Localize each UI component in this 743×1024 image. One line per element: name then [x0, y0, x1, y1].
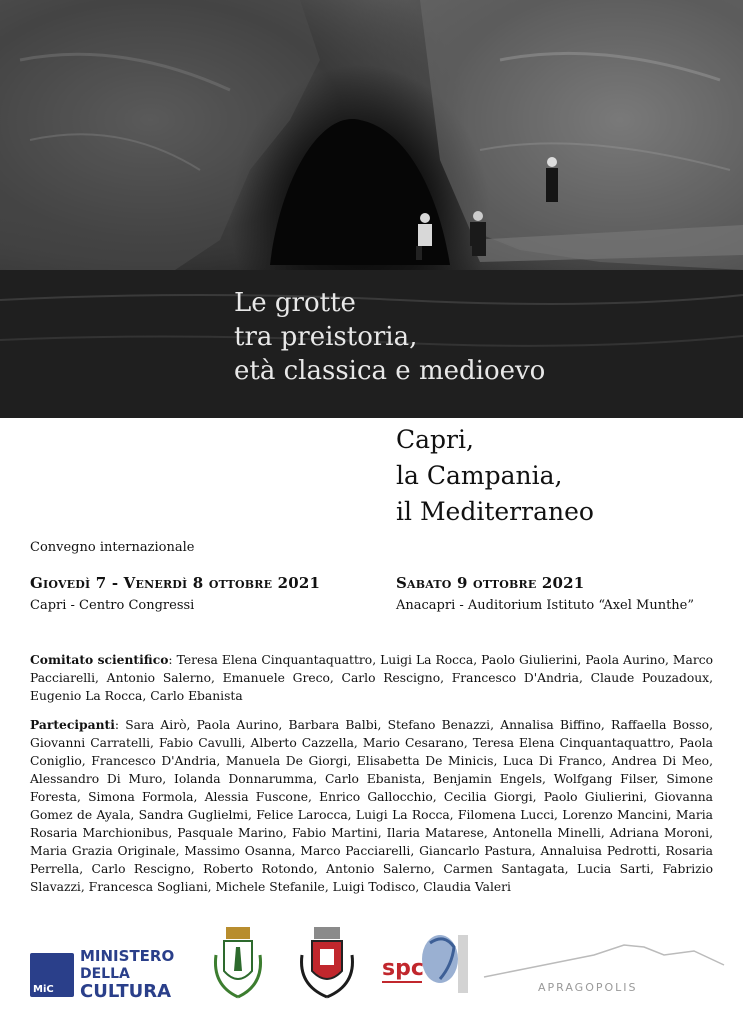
participants-names: : Sara Airò, Paola Aurino, Barbara Balbi, Stefano Benazzi, Annalisa Biffino, Raffaella Bosso, Giovanni Carratelli, Fabio Cavulli, Alberto Cazzella, Mario Cesarano, Teresa Elena Cinquantaquattro, Paola Coniglio, Francesco D'Andria, Manuela De Giorgi, Elisabetta De Minicis, Luca Di Franco, Andrea Di Meo, Alessandro Di Muro, Iolanda Donnarumma, Carlo Ebanista, Benjamin Engels, Wolfgang Filser, Simone Foresta, Simona Formola, Alessia Fuscone, Enrico Gallocchio, Cecilia Giorgi, Paolo Giulierini, Giovanna Gomez de Ayala, Sandra Guglielmi, Felice Larocca, Luigi La Rocca, Filomena Lucci, Lorenzo Mancini, Maria Rosaria Marchionibus, Pasquale Marino, Fabio Martini, Ilaria Matarese, Antonella Minelli, Adriana Moroni, Maria Grazia Originale, Massimo Osanna, Marco Pacciarelli, Giancarlo Pastura, Annaluisa Pedrotti, Rosaria Perrella, Carlo Rescigno, Roberto Rotondo, Antonio Salerno, Carmen Santagata, Lucia Sarti, Fabrizio Slavazzi, Francesca Sogliani, Michele Stefanile, Luigi Todisco, Claudia Valeri: [30, 718, 713, 894]
figure-standing: [546, 157, 558, 202]
logos-bar: [0, 925, 743, 1015]
hero-title-line-1: Le grotte: [234, 288, 356, 318]
place-right: Anacapri - Auditorium Istituto “Axel Munthe”: [396, 598, 695, 613]
participants: [30, 716, 713, 896]
participants-label: Partecipanti: [30, 717, 115, 732]
scientific-committee: [30, 651, 713, 705]
hero-title-line-3: età classica e medioevo: [234, 356, 546, 386]
conference-type: Convegno internazionale: [30, 540, 195, 555]
subtitle-line-1: Capri,: [396, 425, 474, 454]
mic-square-icon: [30, 953, 74, 997]
subtitle-line-3: il Mediterraneo: [396, 497, 594, 526]
hero-title: [234, 286, 545, 388]
mic-text: [80, 947, 174, 1001]
mic-abbr: MiC: [33, 984, 54, 995]
capri-crest-icon: [210, 925, 266, 1005]
hero-photo: [0, 0, 743, 418]
spc-text: spc: [382, 956, 424, 981]
scientific-committee-label: Comitato scientifico: [30, 652, 169, 667]
mic-line-1: MINISTERO: [80, 947, 175, 965]
anacapri-crest-icon: [296, 925, 358, 1005]
date-left: Giovedì 7 - Venerdì 8 ottobre 2021: [30, 574, 321, 592]
hero-title-line-2: tra preistoria,: [234, 322, 418, 352]
mic-line-3: CULTURA: [80, 981, 172, 1002]
subtitle-line-2: la Campania,: [396, 461, 563, 490]
apragopolis-label: APRAGOPOLIS: [538, 981, 638, 994]
place-left: Capri - Centro Congressi: [30, 598, 195, 613]
scientific-committee-names: : Teresa Elena Cinquantaquattro, Luigi La Rocca, Paolo Giulierini, Paola Aurino, Marco Pacciarelli, Antonio Salerno, Emanuele Greco, Carlo Rescigno, Francesco D'Andria, Claude Pouzadoux, Eugenio La Rocca, Carlo Ebanista: [30, 653, 714, 703]
date-right: Sabato 9 ottobre 2021: [396, 574, 585, 592]
mic-line-2: DELLA: [80, 966, 130, 982]
ministero-cultura-logo: [30, 945, 190, 1005]
subtitle: [396, 422, 594, 530]
